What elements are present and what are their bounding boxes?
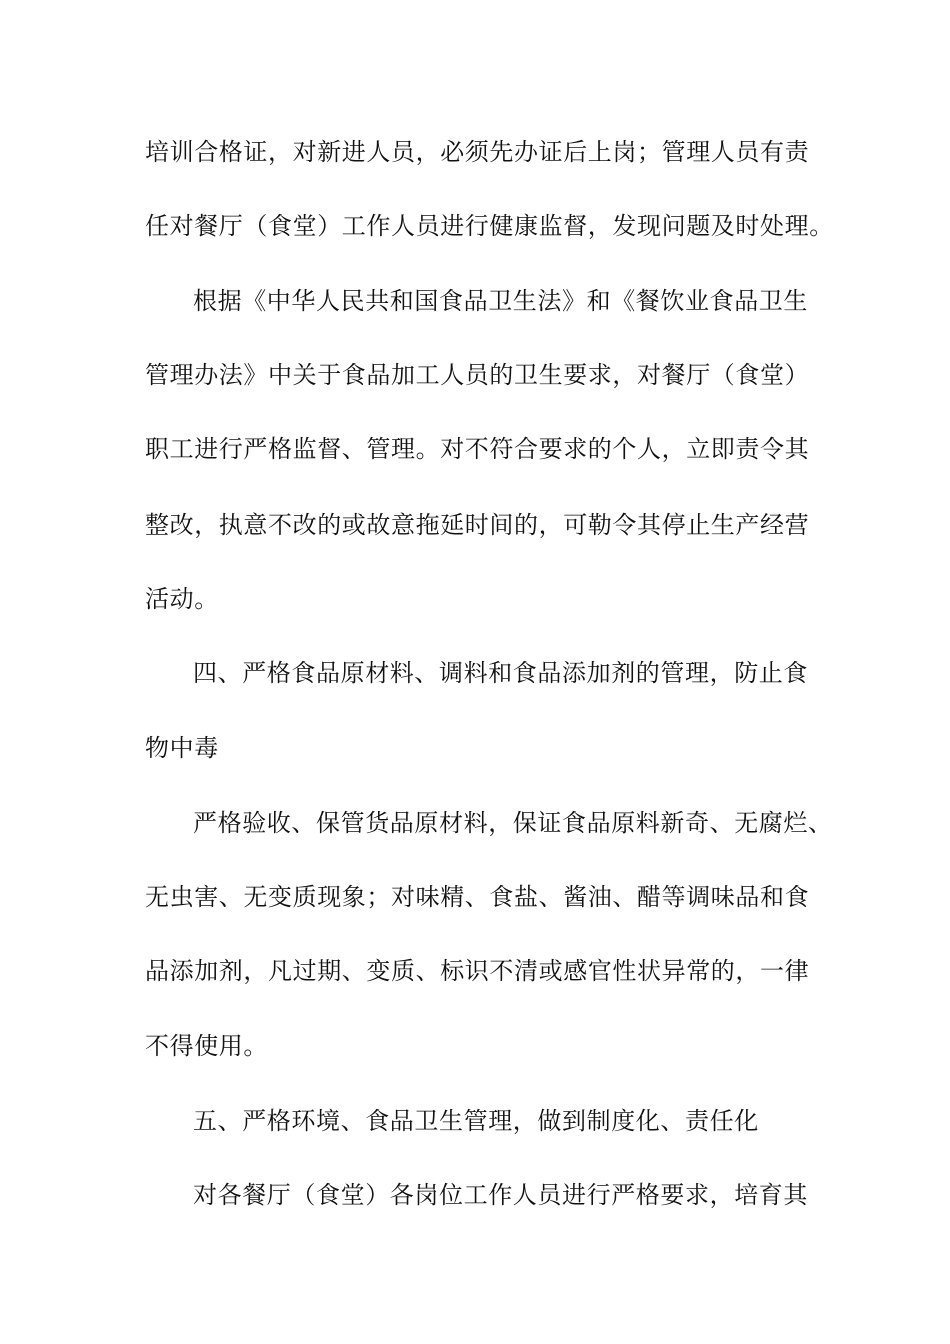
paragraph-line: 对各餐厅（食堂）各岗位工作人员进行严格要求，培育其 [193, 1181, 808, 1209]
paragraph-line: 无虫害、无变质现象；对味精、食盐、酱油、醋等调味品和食 [145, 883, 810, 911]
paragraph-line: 严格验收、保管货品原材料，保证食品原料新奇、无腐烂、 [193, 809, 833, 837]
section-heading: 五、严格环境、食品卫生管理，做到制度化、责任化 [193, 1107, 759, 1135]
paragraph-line: 职工进行严格监督、管理。对不符合要求的个人，立即责令其 [145, 435, 810, 463]
section-heading: 物中毒 [145, 734, 219, 762]
paragraph-line: 任对餐厅（食堂）工作人员进行健康监督，发现问题及时处理。 [145, 212, 834, 240]
section-heading: 四、严格食品原材料、调料和食品添加剂的管理，防止食 [193, 659, 808, 687]
paragraph-line: 培训合格证，对新进人员，必须先办证后上岗；管理人员有责 [145, 138, 810, 166]
paragraph-line: 管理办法》中关于食品加工人员的卫生要求，对餐厅（食堂） [145, 361, 810, 389]
paragraph-line: 品添加剂，凡过期、变质、标识不清或感官性状异常的，一律 [145, 957, 810, 985]
paragraph-line: 活动。 [145, 585, 219, 613]
paragraph-line: 整改，执意不改的或故意拖延时间的，可勒令其停止生产经营 [145, 511, 810, 539]
paragraph-line: 根据《中华人民共和国食品卫生法》和《餐饮业食品卫生 [193, 287, 808, 315]
paragraph-line: 不得使用。 [145, 1032, 268, 1060]
